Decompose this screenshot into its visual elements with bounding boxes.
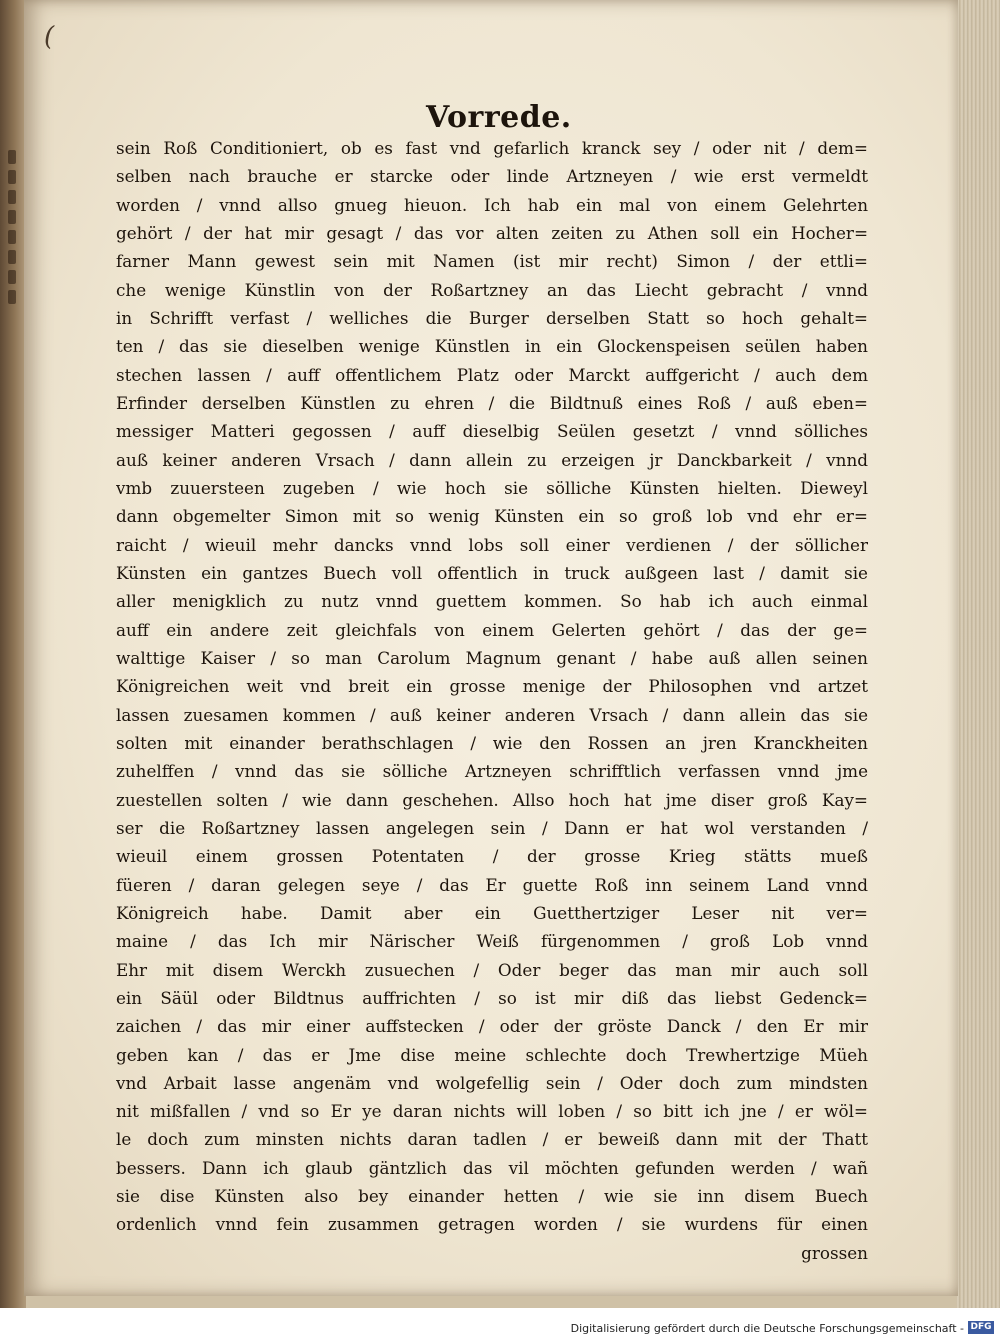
footer-bar (0, 1308, 1000, 1339)
text-line: selben nach brauche er starcke oder linde Artzneyen / wie erst vermeldt (116, 166, 868, 187)
running-head: Vorrede. (426, 100, 572, 135)
text-line: geben kan / das er Jme dise meine schlechte doch Trewhertzige Müeh (116, 1044, 868, 1065)
text-line: solten mit einander berathschlagen / wie den Rossen an jren Kranckheiten (116, 732, 868, 753)
text-line: wieuil einem grossen Potentaten / der grosse Krieg stätts mueß (116, 846, 868, 867)
text-line: zaichen / das mir einer auffstecken / oder der gröste Danck / den Er mir (116, 1016, 868, 1037)
catchword: grossen (801, 1242, 868, 1263)
facing-page-edge (8, 150, 22, 320)
text-line: vnd Arbait lasse angenäm vnd wolgefellig sein / Oder doch zum mindsten (116, 1072, 868, 1093)
text-line: ser die Roßartzney lassen angelegen sein / Dann er hat wol verstanden / (116, 817, 868, 838)
text-line: worden / vnnd allso gnueg hieuon. Ich hab ein mal von einem Gelehrten (116, 194, 868, 215)
text-line: Ehr mit disem Werckh zusuechen / Oder beger das man mir auch soll (116, 959, 868, 980)
text-line: vmb zuuersteen zugeben / wie hoch sie sölliche Künsten hielten. Dieweyl (116, 477, 868, 498)
text-line: dann obgemelter Simon mit so wenig Künsten ein so groß lob vnd ehr er= (116, 506, 868, 527)
body-text (116, 134, 868, 1267)
text-line: gehört / der hat mir gesagt / das vor alten zeiten zu Athen soll ein Hocher= (116, 222, 868, 243)
text-line: füeren / daran gelegen seye / das Er guette Roß inn seinem Land vnnd (116, 874, 868, 895)
text-line: in Schrifft verfast / welliches die Burger derselben Statt so hoch gehalt= (116, 307, 868, 328)
text-line: Königreichen weit vnd breit ein grosse menige der Philosophen vnd artzet (116, 676, 868, 697)
text-line: sie dise Künsten also bey einander hetten / wie sie inn disem Buech (116, 1186, 868, 1207)
text-line: che wenige Künstlin von der Roßartzney an das Liecht gebracht / vnnd (116, 279, 868, 300)
text-line: zuhelffen / vnnd das sie sölliche Artzneyen schrifftlich verfassen vnnd jme (116, 761, 868, 782)
funding-notice: Digitalisierung gefördert durch die Deutsche Forschungsgemeinschaft - (570, 1322, 964, 1335)
text-line: ten / das sie dieselben wenige Künstlen in ein Glockenspeisen seülen haben (116, 336, 868, 357)
text-line: stechen lassen / auff offentlichem Platz oder Marckt auffgericht / auch dem (116, 364, 868, 385)
text-line: maine / das Ich mir Närischer Weiß fürgenommen / groß Lob vnnd (116, 931, 868, 952)
text-line: messiger Matteri gegossen / auff dieselbig Seülen gesetzt / vnnd sölliches (116, 421, 868, 442)
text-line: raicht / wieuil mehr dancks vnnd lobs soll einer verdienen / der söllicher (116, 534, 868, 555)
text-line: bessers. Dann ich glaub gäntzlich das vil möchten gefunden werden / wañ (116, 1157, 868, 1178)
text-line: ein Säül oder Bildtnus auffrichten / so ist mir diß das liebst Gedenck= (116, 987, 868, 1008)
page-edges (956, 0, 1000, 1308)
text-line: Erfinder derselben Künstlen zu ehren / die Bildtnuß eines Roß / auß eben= (116, 392, 868, 413)
text-line: sein Roß Conditioniert, ob es fast vnd gefarlich kranck sey / oder nit / dem= (116, 138, 868, 158)
text-line: auff ein andere zeit gleichfals von einem Gelerten gehört / das der ge= (116, 619, 868, 640)
text-line: farner Mann gewest sein mit Namen (ist mir recht) Simon / der ettli= (116, 251, 868, 272)
text-line: walttige Kaiser / so man Carolum Magnum genant / habe auß allen seinen (116, 647, 868, 668)
text-line: Künsten ein gantzes Buech voll offentlich in truck außgeen last / damit sie (116, 562, 868, 583)
book-page (24, 0, 958, 1296)
text-line: lassen zuesamen kommen / auß keiner anderen Vrsach / dann allein das sie (116, 704, 868, 725)
text-line: zuestellen solten / wie dann geschehen. Allso hoch hat jme diser groß Kay= (116, 789, 868, 810)
dfg-logo: DFG (968, 1321, 994, 1334)
text-line: aller menigklich zu nutz vnnd guettem kommen. So hab ich auch einmal (116, 591, 868, 612)
text-line: ordenlich vnnd fein zusammen getragen worden / sie wurdens für einen (116, 1214, 868, 1235)
text-line: auß keiner anderen Vrsach / dann allein zu erzeigen jr Danckbarkeit / vnnd (116, 449, 868, 470)
text-line: nit mißfallen / vnd so Er ye daran nichts will loben / so bitt ich jne / er wöl= (116, 1101, 868, 1122)
text-line: le doch zum minsten nichts daran tadlen / er beweiß dann mit der Thatt (116, 1129, 868, 1150)
corner-mark: ( (44, 22, 55, 52)
text-line: Königreich habe. Damit aber ein Guetthertziger Leser nit ver= (116, 902, 868, 923)
